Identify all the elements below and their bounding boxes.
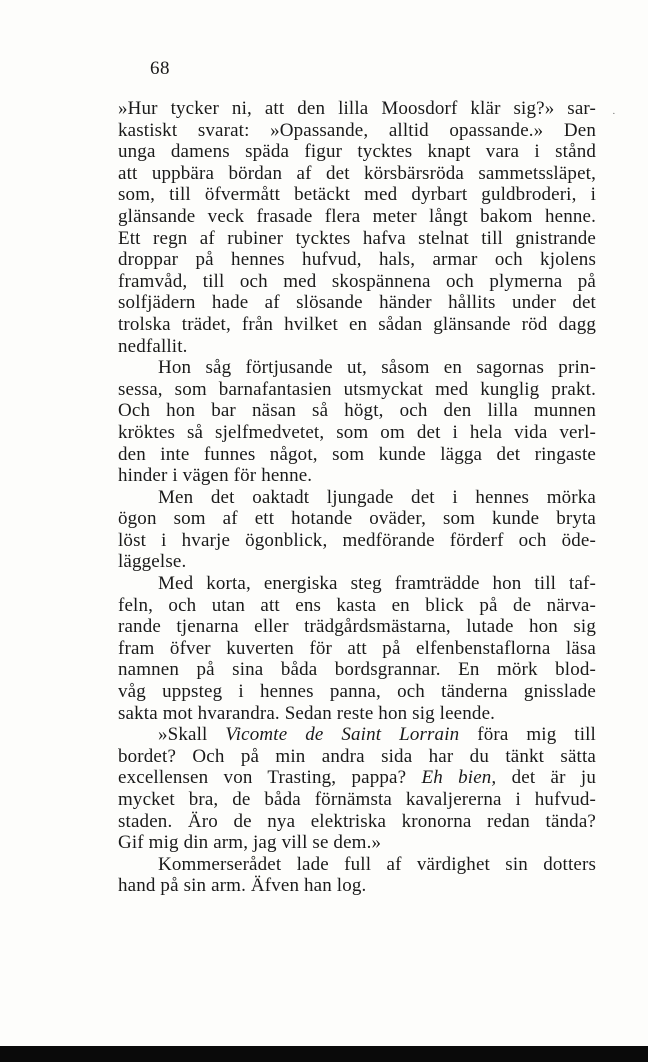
- text-line: kröktes så sjelfmedvetet, som om det i hela vida verl-: [118, 421, 596, 443]
- page-number: 68: [150, 58, 170, 79]
- text-line: nedfallit.: [118, 335, 188, 357]
- text-line: glänsande veck frasade flera meter långt bakom henne.: [118, 205, 596, 227]
- text-line: unga damens späda figur tycktes knapt vara i stånd: [118, 141, 596, 163]
- text-line: Hon såg förtjusande ut, såsom en sagornas prin-: [158, 357, 596, 379]
- text-line: Kommerserådet lade full af värdighet sin dotters: [158, 853, 596, 875]
- body-text: [118, 98, 596, 897]
- text-line: rande tjenarna eller trädgårdsmästarna, lutade hon sig: [118, 616, 596, 638]
- text-line: solfjädern hade af slösande händer hållits under det: [118, 292, 596, 314]
- text-line: »Skall Vicomte de Saint Lorrain föra mig till: [158, 724, 596, 746]
- text-line: ögon som af ett hotande oväder, som kunde bryta: [118, 508, 596, 530]
- text-line: excellensen von Trasting, pappa? Eh bien, det är ju: [118, 767, 596, 789]
- text-line: »Hur tycker ni, att den lilla Moosdorf klär sig?» sar-: [118, 98, 596, 119]
- text-line: framvåd, till och med skospännena och plymerna på: [118, 270, 596, 292]
- text-line: fram öfver kuverten för att på elfenbenstaflorna läsa: [118, 637, 596, 659]
- text-line: Gif mig din arm, jag vill se dem.»: [118, 832, 382, 854]
- text-line: kastiskt svarat: »Opassande, alltid opassande.» Den: [118, 119, 596, 141]
- text-line: Och hon bar näsan så högt, och den lilla munnen: [118, 400, 596, 422]
- margin-mark: ·: [612, 108, 616, 120]
- text-line: den inte funnes något, som kunde lägga det ringaste: [118, 443, 596, 465]
- text-line: Med korta, energiska steg framträdde hon till taf-: [158, 573, 596, 595]
- text-line: mycket bra, de båda förnämsta kavaljererna i hufvud-: [118, 789, 596, 810]
- text-line: feln, och utan att ens kasta en blick på de närva-: [118, 594, 596, 616]
- text-line: hand på sin arm. Äfven han log.: [118, 875, 367, 897]
- text-line: sessa, som barnafantasien utsmyckat med kunglig prakt.: [118, 378, 596, 400]
- text-line: våg uppsteg i hennes panna, och tänderna gnisslade: [118, 681, 596, 703]
- text-line: läggelse.: [118, 551, 187, 573]
- scan-edge-band: [0, 1046, 648, 1062]
- text-line: bordet? Och på min andra sida har du tänkt sätta: [118, 745, 596, 767]
- text-line: hinder i vägen för henne.: [118, 465, 313, 487]
- text-line: Ett regn af rubiner tycktes hafva stelnat till gnistrande: [118, 227, 596, 249]
- text-line: staden. Äro de nya elektriska kronorna redan tända?: [118, 810, 596, 832]
- text-line: sakta mot hvarandra. Sedan reste hon sig leende.: [118, 702, 496, 724]
- text-line: att uppbära bördan af det körsbärsröda sammetssläpet,: [118, 162, 596, 184]
- text-line: Men det oaktadt ljungade det i hennes mörka: [158, 486, 596, 508]
- text-line: löst i hvarje ögonblick, medförande förderf och öde-: [118, 529, 596, 551]
- text-line: som, till öfvermått betäckt med dyrbart guldbroderi, i: [118, 184, 596, 206]
- text-line: namnen på sina båda bordsgrannar. En mörk blod-: [118, 659, 596, 681]
- text-line: droppar på hennes hufvud, hals, armar och kjolens: [118, 249, 596, 271]
- text-line: trolska trädet, från hvilket en sådan glänsande röd dagg: [118, 313, 596, 335]
